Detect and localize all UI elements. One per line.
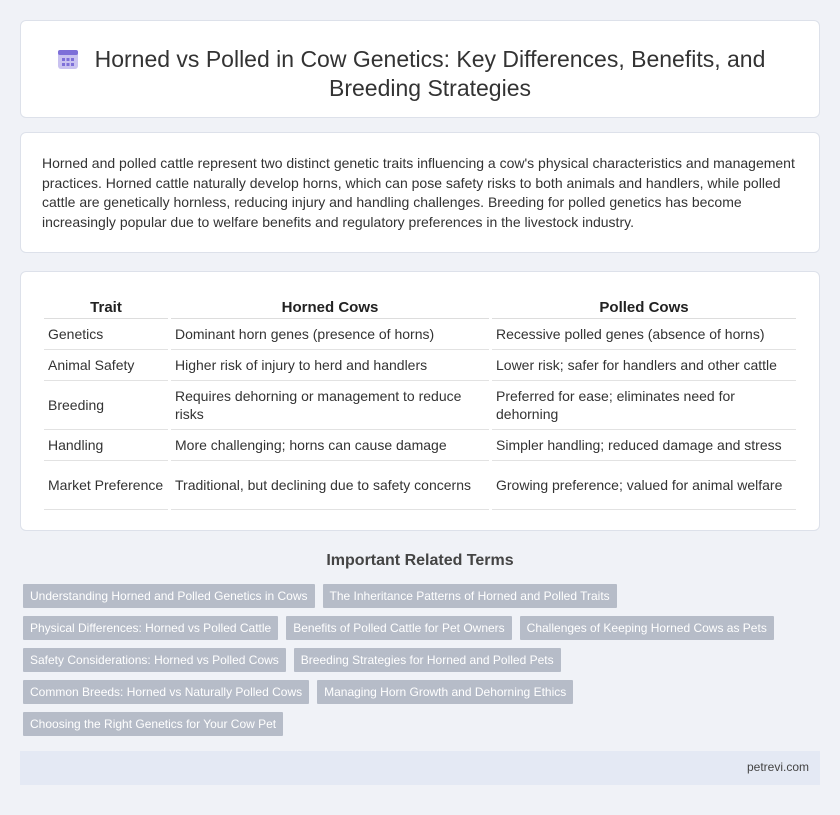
- related-terms-list: [23, 584, 823, 744]
- intro-card: [20, 132, 820, 253]
- related-tag[interactable]: Common Breeds: Horned vs Naturally Polled Cows: [23, 680, 309, 704]
- comparison-table: [41, 296, 799, 510]
- table-cell: Animal Safety: [44, 350, 168, 381]
- table-cell: More challenging; horns can cause damage: [171, 430, 489, 461]
- table-cell: Genetics: [44, 319, 168, 350]
- table-row: [44, 381, 796, 430]
- related-tag[interactable]: Managing Horn Growth and Dehorning Ethics: [317, 680, 573, 704]
- header-horned: Horned Cows: [171, 296, 489, 319]
- table-row: [44, 430, 796, 461]
- table-row: [44, 319, 796, 350]
- related-tag[interactable]: Understanding Horned and Polled Genetics in Cows: [23, 584, 315, 608]
- table-row: [44, 350, 796, 381]
- table-cell: Preferred for ease; eliminates need for dehorning: [492, 381, 796, 430]
- header-polled: Polled Cows: [492, 296, 796, 319]
- table-cell: Simpler handling; reduced damage and stress: [492, 430, 796, 461]
- related-tag[interactable]: Physical Differences: Horned vs Polled Cattle: [23, 616, 278, 640]
- table-cell: Breeding: [44, 381, 168, 430]
- footer: [20, 751, 820, 785]
- related-tag[interactable]: Breeding Strategies for Horned and Polled Pets: [294, 648, 561, 672]
- related-tag[interactable]: Challenges of Keeping Horned Cows as Pets: [520, 616, 774, 640]
- footer-site-name[interactable]: petrevi.com: [746, 760, 809, 774]
- header-trait: Trait: [44, 296, 168, 319]
- related-tag[interactable]: Safety Considerations: Horned vs Polled Cows: [23, 648, 286, 672]
- related-tag[interactable]: The Inheritance Patterns of Horned and Polled Traits: [323, 584, 617, 608]
- table-cell: Recessive polled genes (absence of horns): [492, 319, 796, 350]
- related-terms-heading: Important Related Terms: [326, 552, 514, 569]
- table-row: [44, 461, 796, 510]
- table-cell: Traditional, but declining due to safety concerns: [171, 461, 489, 510]
- table-cell: Dominant horn genes (presence of horns): [171, 319, 489, 350]
- comparison-table-card: [20, 271, 820, 531]
- table-header-row: [44, 296, 796, 319]
- table-cell: Market Preference: [44, 461, 168, 510]
- table-cell: Higher risk of injury to herd and handlers: [171, 350, 489, 381]
- header-card: [20, 20, 820, 118]
- page-title: Horned vs Polled in Cow Genetics: Key Differences, Benefits, and Breeding Strategies: [94, 46, 766, 101]
- table-cell: Lower risk; safer for handlers and other cattle: [492, 350, 796, 381]
- table-cell: Requires dehorning or management to reduce risks: [171, 381, 489, 430]
- related-tag[interactable]: Benefits of Polled Cattle for Pet Owners: [286, 616, 511, 640]
- table-cell: Growing preference; valued for animal welfare: [492, 461, 796, 510]
- intro-paragraph: Horned and polled cattle represent two distinct genetic traits influencing a cow's physical characteristics and management practices. Horned cattle naturally develop horns, which can pose safety risks to both animals and handlers, while polled cattle are genetically hornless, reducing injury and handling challenges. Breeding for polled genetics has become increasingly popular due to welfare benefits and regulatory preferences in the livestock industry.: [42, 155, 795, 230]
- related-tag[interactable]: Choosing the Right Genetics for Your Cow Pet: [23, 712, 283, 736]
- table-cell: Handling: [44, 430, 168, 461]
